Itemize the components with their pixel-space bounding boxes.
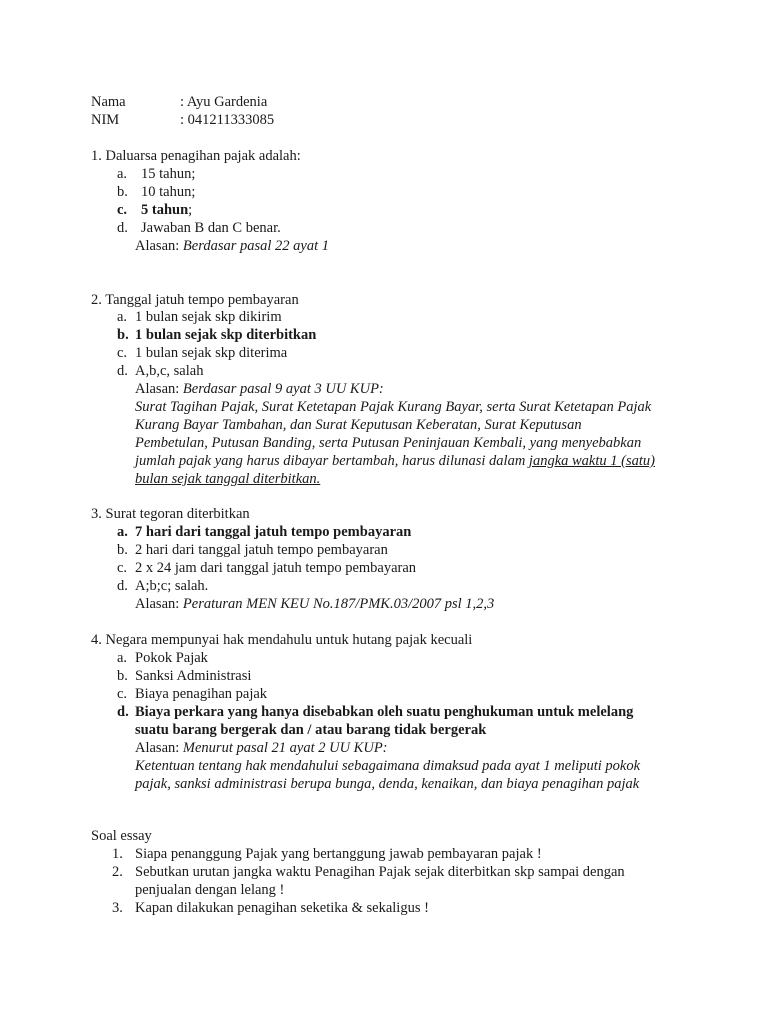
q1-reason-text: Berdasar pasal 22 ayat 1 — [182, 238, 329, 254]
q4-option-d-line2: suatu barang bergerak dan / atau barang tidak bergerak — [135, 722, 487, 738]
q3-option-d: A;b;c; salah. — [135, 578, 209, 594]
q4-option-b-marker: b. — [117, 668, 128, 684]
q3-question: 3. Surat tegoran diterbitkan — [91, 506, 250, 522]
q2-option-c: 1 bulan sejak skp diterima — [135, 345, 288, 361]
q1-option-b: 10 tahun; — [141, 184, 196, 200]
q1-option-c-text: 5 tahun — [141, 202, 189, 218]
essay-item-3-number: 3. — [112, 900, 123, 916]
q2-reason — [135, 380, 384, 398]
q3-option-a-marker: a. — [117, 524, 128, 540]
q2-option-d: A,b,c, salah — [135, 363, 204, 379]
essay-title: Soal essay — [91, 828, 152, 844]
q4-option-d: Biaya perkara yang hanya disebabkan oleh suatu penghukuman untuk melelang — [135, 704, 634, 720]
q2-reason-label: Alasan: — [135, 381, 183, 397]
q3-reason — [135, 595, 494, 613]
q4-reason — [135, 739, 388, 757]
q2-detail-line5-underlined: bulan sejak tanggal diterbitkan. — [135, 471, 321, 487]
q4-option-d-marker: d. — [117, 704, 129, 720]
q3-option-b-marker: b. — [117, 542, 128, 558]
q2-detail-line: Surat Tagihan Pajak, Surat Ketetapan Pajak Kurang Bayar, serta Surat Ketetapan Pajak — [135, 399, 652, 415]
q4-detail-line: Ketentuan tentang hak mendahului sebagaimana dimaksud pada ayat 1 meliputi pokok — [135, 758, 641, 774]
q2-option-b: 1 bulan sejak skp diterbitkan — [135, 327, 317, 343]
q2-detail-line: Pembetulan, Putusan Banding, serta Putusan Peninjauan Kembali, yang menyebabkan — [135, 435, 642, 451]
q1-option-c-tail: ; — [188, 202, 193, 218]
q2-option-c-marker: c. — [117, 345, 128, 361]
essay-item-2: Sebutkan urutan jangka waktu Penagihan Pajak sejak diterbitkan skp sampai dengan — [135, 864, 625, 880]
q4-detail-line: pajak, sanksi administrasi berupa bunga, denda, kenaikan, dan biaya penagihan pajak — [135, 776, 640, 792]
essay-item-2-line2: penjualan dengan lelang ! — [135, 882, 285, 898]
q4-option-a-marker: a. — [117, 650, 128, 666]
q2-detail-line4-plain: jumlah pajak yang harus dibayar bertambah, harus dilunasi dalam — [135, 453, 529, 469]
q3-reason-label: Alasan: — [135, 596, 183, 612]
q3-option-b: 2 hari dari tanggal jatuh tempo pembayaran — [135, 542, 388, 558]
q4-reason-text: Menurut pasal 21 ayat 2 UU KUP: — [182, 740, 388, 756]
q2-option-b-marker: b. — [117, 327, 129, 343]
q2-detail-line — [135, 452, 655, 470]
q2-option-d-marker: d. — [117, 363, 128, 379]
q1-option-c — [141, 201, 192, 219]
q1-option-a: 15 tahun; — [141, 166, 196, 182]
q2-detail-line4-underlined: jangka waktu 1 (satu) — [528, 453, 655, 469]
nim-value: : 041211333085 — [180, 112, 275, 128]
q1-option-c-marker: c. — [117, 202, 128, 218]
q4-option-b: Sanksi Administrasi — [135, 668, 252, 684]
q3-option-d-marker: d. — [117, 578, 128, 594]
q3-option-a: 7 hari dari tanggal jatuh tempo pembayaran — [135, 524, 412, 540]
q4-option-c-marker: c. — [117, 686, 128, 702]
name-value: : Ayu Gardenia — [180, 94, 268, 110]
q1-question: 1. Daluarsa penagihan pajak adalah: — [91, 148, 301, 164]
q3-option-c-marker: c. — [117, 560, 128, 576]
essay-item-2-number: 2. — [112, 864, 123, 880]
q2-option-a: 1 bulan sejak skp dikirim — [135, 309, 282, 325]
q4-question: 4. Negara mempunyai hak mendahulu untuk hutang pajak kecuali — [91, 632, 473, 648]
q2-question: 2. Tanggal jatuh tempo pembayaran — [91, 292, 299, 308]
name-label: Nama — [91, 94, 126, 110]
q3-option-c: 2 x 24 jam dari tanggal jatuh tempo pembayaran — [135, 560, 417, 576]
q3-reason-text: Peraturan MEN KEU No.187/PMK.03/2007 psl 1,2,3 — [182, 596, 495, 612]
q1-reason-label: Alasan: — [135, 238, 183, 254]
q4-option-c: Biaya penagihan pajak — [135, 686, 268, 702]
q2-detail-line: Kurang Bayar Tambahan, dan Surat Keputusan Keberatan, Surat Keputusan — [135, 417, 582, 433]
q2-option-a-marker: a. — [117, 309, 128, 325]
essay-item-1-number: 1. — [112, 846, 123, 862]
nim-label: NIM — [91, 112, 120, 128]
q1-option-b-marker: b. — [117, 184, 128, 200]
q1-option-d: Jawaban B dan C benar. — [141, 220, 281, 236]
q4-reason-label: Alasan: — [135, 740, 183, 756]
q2-reason-text: Berdasar pasal 9 ayat 3 UU KUP: — [182, 381, 384, 397]
q1-option-a-marker: a. — [117, 166, 128, 182]
essay-item-1: Siapa penanggung Pajak yang bertanggung jawab pembayaran pajak ! — [135, 846, 542, 862]
essay-item-3: Kapan dilakukan penagihan seketika & sekaligus ! — [135, 900, 429, 916]
q4-option-a: Pokok Pajak — [135, 650, 208, 666]
q1-option-d-marker: d. — [117, 220, 128, 236]
q1-reason — [135, 237, 329, 255]
